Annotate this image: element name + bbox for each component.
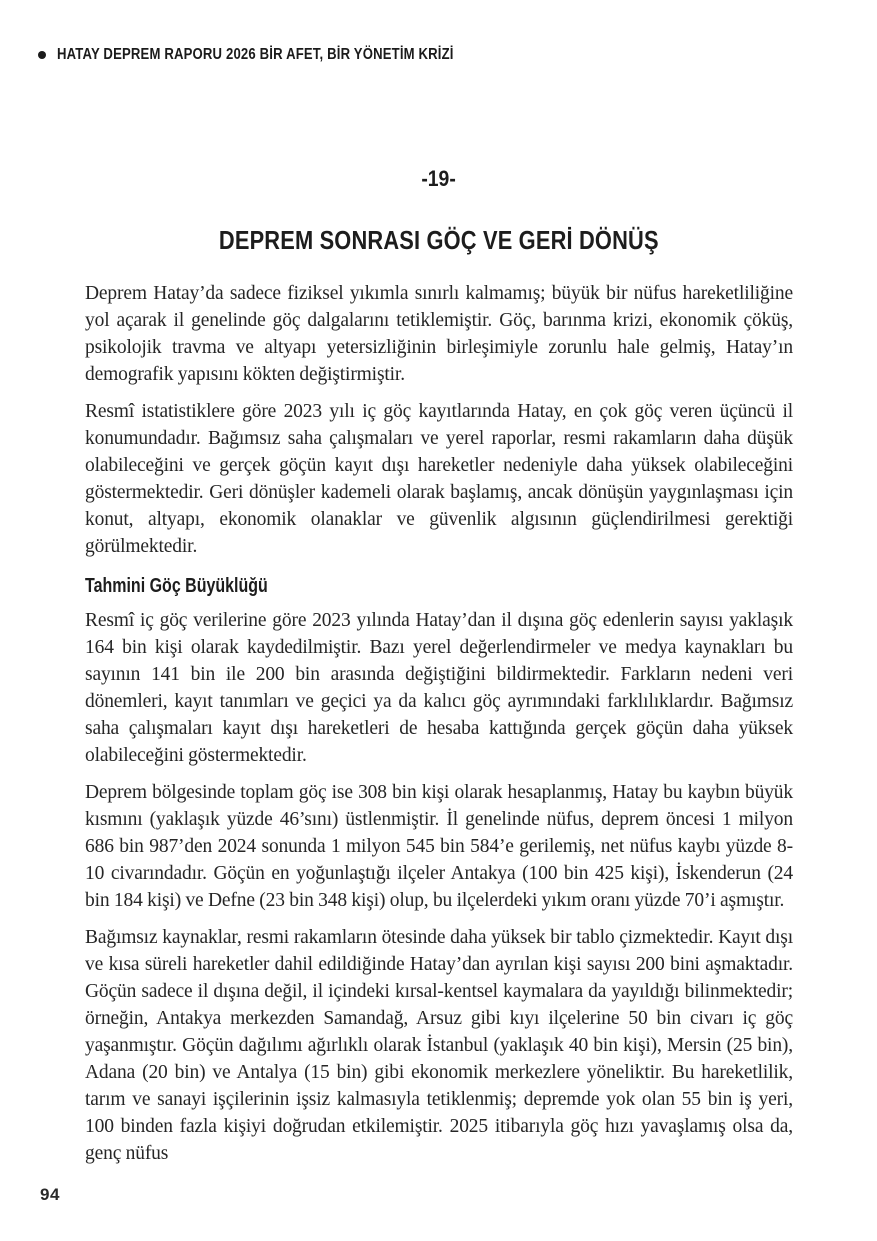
- section-subheading: Tahmini Göç Büyüklüğü: [85, 575, 268, 597]
- paragraph-migration-2: Deprem bölgesinde toplam göç ise 308 bin kişi olarak hesaplanmış, Hatay bu kaybın büyük kısmını (yaklaşık yüzde 46’sını) üstlenmiştir. İl genelinde nüfus, deprem öncesi 1 milyon 686 bin 987’den 2024 sonunda 1 milyon 545 bin 584’e gerilemiş, net nüfus kaybı yüzde 8-10 civarındadır. Göçün en yoğunlaştığı ilçeler Antakya (100 bin 425 kişi), İskenderun (24 bin 184 kişi) ve Defne (23 bin 348 kişi) olup, bu ilçelerdeki yıkım oranı yüzde 70’i aşmıştır.: [85, 782, 793, 911]
- subheading-row: [85, 575, 793, 598]
- chapter-title: DEPREM SONRASI GÖÇ VE GERİ DÖNÜŞ: [219, 225, 659, 255]
- chapter-number-row: [85, 166, 793, 192]
- paragraph-migration-3: Bağımsız kaynaklar, resmi rakamların ötesinde daha yüksek bir tablo çizmektedir. Kayıt dışı ve kısa süreli hareketler dahil edildiğinde Hatay’dan ayrılan kişi sayısı 200 bini aşmaktadır. Göçün sadece il dışına değil, il içindeki kırsal-kentsel kaymalara da yayıldığı bilinmektedir; örneğin, Antakya merkezden Samandağ, Arsuz gibi kıyı ilçelerine 50 bin civarı iç göç yaşanmıştır. Göçün dağılımı ağırlıklı olarak İstanbul (yaklaşık 40 bin kişi), Mersin (25 bin), Adana (20 bin) ve Antalya (15 bin) gibi ekonomik merkezlere yöneliktir. Bu hareketlilik, tarım ve sanayi işçilerinin işsiz kalmasıyla tetiklenmiş; depremde yok olan 55 bin iş yeri, 100 binden fazla kişiyi doğrudan etkilemiştir. 2025 itibarıyla göç hızı yavaşlamış olsa da, genç nüfus: [85, 927, 793, 1164]
- running-header: [38, 46, 541, 64]
- running-header-title: HATAY DEPREM RAPORU 2026 BİR AFET, BİR YÖNETİM KRİZİ: [57, 46, 454, 63]
- paragraph-migration-1: Resmî iç göç verilerine göre 2023 yılında Hatay’dan il dışına göç edenlerin sayısı yaklaşık 164 bin kişi olarak kaydedilmiştir. Bazı yerel değerlendirmeler ve medya kaynakları bu sayının 141 bin ile 200 bin arasında değiştiğini bildirmektedir. Farkların nedeni veri dönemleri, kayıt tanımları ve geçici ya da kalıcı göç ayrımındaki farklılıklardır. Bağımsız saha çalışmaları kayıt dışı hareketleri de hesaba kattığında gerçek göçün daha yüksek olabileceğini göstermektedir.: [85, 610, 793, 766]
- page-content: [85, 166, 793, 1177]
- chapter-title-row: [85, 225, 793, 256]
- page-number: 94: [40, 1185, 60, 1204]
- page-footer: [40, 1185, 60, 1205]
- paragraph-intro-1: Deprem Hatay’da sadece fiziksel yıkımla sınırlı kalmamış; büyük bir nüfus hareketliliğine yol açarak il genelinde göç dalgalarını tetiklemiştir. Göç, barınma krizi, ekonomik çöküş, psikolojik travma ve altyapı yetersizliğinin birleşimiyle zorunlu hale gelmiş, Hatay’ın demografik yapısını kökten değiştirmiştir.: [85, 283, 793, 385]
- bullet-icon: [38, 51, 46, 59]
- chapter-number: -19-: [421, 166, 457, 191]
- paragraph-intro-2: Resmî istatistiklere göre 2023 yılı iç göç kayıtlarında Hatay, en çok göç veren üçüncü il konumundadır. Bağımsız saha çalışmaları ve yerel raporlar, resmi rakamların daha düşük olabileceğini ve gerçek göçün kayıt dışı hareketler nedeniyle daha yüksek olabileceğini göstermektedir. Geri dönüşler kademeli olarak başlamış, ancak dönüşün yaygınlaşması için konut, altyapı, ekonomik olanaklar ve güvenlik algısının güçlendirilmesi gerektiği görülmektedir.: [85, 401, 793, 557]
